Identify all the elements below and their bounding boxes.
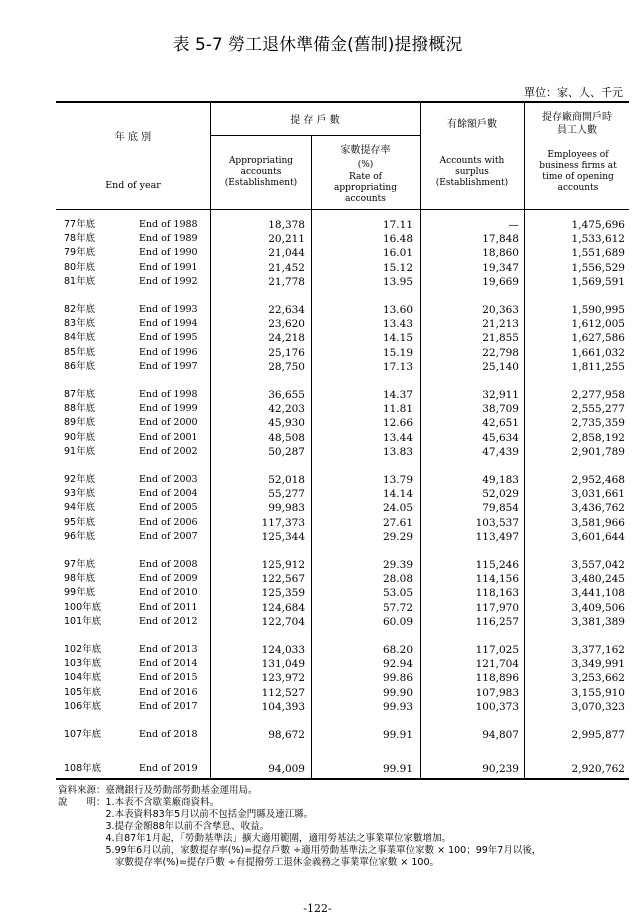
row-accounts: 122,567: [261, 573, 305, 586]
row-surplus: 19,347: [482, 261, 519, 274]
row-accounts: 21,044: [268, 247, 305, 260]
row-year-en: End of 2007: [139, 530, 198, 542]
row-rate: 24.05: [382, 502, 413, 515]
row-employees: 1,590,995: [571, 304, 625, 316]
header-surplus-zh: 有餘額戶數: [447, 119, 497, 130]
row-year-zh: 97年底: [64, 559, 96, 570]
row-rate: 14.15: [382, 332, 413, 345]
row-accounts: 36,655: [268, 389, 305, 401]
row-rate: 13.60: [382, 304, 413, 316]
note-source: 資料來源：臺灣銀行及勞動部勞動基金運用局。: [58, 785, 258, 796]
row-employees: 3,377,162: [571, 644, 625, 656]
table-row: [0, 360, 635, 374]
row-employees: 3,070,323: [571, 700, 625, 713]
row-year-zh: 100年底: [64, 601, 102, 613]
row-year-zh: 89年底: [64, 417, 96, 429]
row-accounts: 125,359: [261, 587, 305, 600]
row-year-en: End of 1991: [139, 261, 198, 273]
table-bottom-rule: [56, 778, 629, 780]
header-provide-zh: 提 存 戶 數: [290, 115, 340, 126]
row-surplus: 21,213: [482, 318, 519, 331]
row-employees: 3,480,245: [571, 573, 625, 586]
note-1: 說 明：1.本表不含歇業廠商資料。: [58, 797, 220, 808]
row-year-zh: 80年底: [64, 261, 96, 273]
note-5: 5.99年6月以前，家數提存率(%)=提存戶數 ÷適用勞動基準法之事業單位家數 × 100；99年7月以後，: [58, 845, 542, 856]
row-year-en: End of 2019: [139, 763, 198, 775]
row-year-en: End of 1993: [139, 304, 198, 315]
row-accounts: 117,373: [261, 516, 305, 529]
row-rate: 29.39: [382, 559, 413, 571]
row-year-zh: 82年底: [64, 304, 96, 315]
row-year-en: End of 2002: [139, 445, 198, 457]
row-year-zh: 84年底: [64, 332, 96, 344]
table-row: [0, 388, 635, 402]
header-bottom-rule: [56, 209, 629, 210]
row-employees: 3,253,662: [571, 672, 625, 685]
row-employees: 3,581,966: [571, 516, 625, 529]
row-year-zh: 95年底: [64, 516, 96, 528]
header-rate-pct: (%): [357, 160, 374, 170]
note-3: 3.提存金額88年以前不含孳息、收益。: [58, 821, 270, 832]
table-row: [0, 530, 635, 544]
note-2: 2.本表資料83年5月以前不包括金門縣及連江縣。: [58, 809, 314, 820]
row-year-en: End of 2016: [139, 686, 198, 698]
row-year-zh: 94年底: [64, 502, 96, 514]
row-accounts: 55,277: [268, 488, 305, 501]
row-year-en: End of 2018: [139, 729, 198, 740]
row-accounts: 122,704: [261, 615, 305, 628]
row-employees: 2,920,762: [571, 763, 625, 776]
row-accounts: 125,912: [261, 559, 305, 571]
row-surplus: —: [508, 219, 519, 231]
row-year-zh: 86年底: [64, 360, 96, 372]
row-year-zh: 91年底: [64, 445, 96, 457]
row-year-zh: 81年底: [64, 275, 96, 287]
row-accounts: 21,452: [268, 261, 305, 274]
row-year-en: End of 2005: [139, 502, 198, 514]
row-surplus: 79,854: [482, 502, 519, 515]
row-employees: 2,858,192: [571, 431, 625, 444]
row-accounts: 124,033: [261, 644, 305, 656]
header-year-zh: 年 底 別: [114, 132, 152, 143]
row-surplus: 32,911: [482, 389, 519, 401]
row-year-zh: 93年底: [64, 488, 96, 500]
table-row: [0, 615, 635, 629]
row-employees: 3,155,910: [571, 686, 625, 699]
table-row: [0, 402, 635, 416]
row-employees: 3,381,389: [571, 615, 625, 628]
row-year-en: End of 2006: [139, 516, 198, 528]
row-surplus: 90,239: [482, 763, 519, 776]
row-accounts: 22,634: [268, 304, 305, 316]
header-emp-zh: 提存廠商開戶時員工人數: [542, 112, 612, 136]
row-accounts: 131,049: [261, 658, 305, 671]
row-employees: 2,952,468: [571, 474, 625, 486]
row-rate: 13.44: [382, 431, 413, 444]
row-employees: 3,436,762: [571, 502, 625, 515]
row-year-en: End of 2003: [139, 474, 198, 485]
table-row: [0, 671, 635, 685]
table-row: [0, 275, 635, 289]
row-employees: 1,475,696: [571, 219, 625, 231]
row-year-zh: 99年底: [64, 587, 96, 599]
header-rate-zh: 家數提存率: [340, 145, 391, 156]
table-top-rule: [56, 101, 629, 103]
row-year-en: End of 2015: [139, 672, 198, 684]
row-rate: 68.20: [382, 644, 413, 656]
row-surplus: 115,246: [475, 559, 519, 571]
table-row: [0, 700, 635, 714]
row-year-zh: 77年底: [64, 219, 96, 230]
table-title: 表 5-7 勞工退休準備金(舊制)提撥概況: [172, 35, 463, 55]
row-surplus: 42,651: [482, 417, 519, 430]
row-accounts: 123,972: [261, 672, 305, 685]
row-employees: 2,901,789: [571, 445, 625, 458]
table-row: [0, 601, 635, 615]
row-employees: 3,349,991: [571, 658, 625, 671]
table-row: [0, 558, 635, 572]
unit-label: 單位：家、人、千元: [524, 86, 623, 99]
row-year-en: End of 2010: [139, 587, 198, 599]
row-accounts: 48,508: [268, 431, 305, 444]
row-employees: 1,556,529: [571, 261, 625, 274]
row-rate: 14.37: [382, 389, 413, 401]
row-year-en: End of 2012: [139, 615, 198, 627]
row-employees: 1,627,586: [571, 332, 625, 345]
row-rate: 11.81: [382, 403, 413, 416]
row-rate: 92.94: [382, 658, 413, 671]
header-accounts-en: Appropriating accounts (Establishment): [224, 156, 298, 188]
note-4: 4.自87年1月起，「勞動基準法」擴大適用範圍，適用勞基法之事業單位家數增加。: [58, 833, 451, 844]
table-row: [0, 657, 635, 671]
table-row: [0, 232, 635, 246]
row-rate: 27.61: [382, 516, 413, 529]
row-surplus: 107,983: [475, 686, 519, 699]
row-employees: 3,409,506: [571, 601, 625, 614]
row-rate: 15.19: [382, 346, 413, 359]
row-rate: 99.91: [382, 763, 413, 776]
row-year-en: End of 2013: [139, 644, 198, 655]
row-accounts: 21,778: [268, 275, 305, 288]
note-5-cont: 家數提存率(%)=提存戶數 ÷有提撥勞工退休金義務之事業單位家數 × 100。: [58, 857, 440, 868]
row-year-zh: 108年底: [64, 763, 102, 775]
row-rate: 13.83: [382, 445, 413, 458]
table-row: [0, 487, 635, 501]
provide-group-rule: [210, 135, 420, 136]
row-year-en: End of 1996: [139, 346, 198, 358]
row-employees: 3,557,042: [571, 559, 625, 571]
row-surplus: 21,855: [482, 332, 519, 345]
row-surplus: 118,896: [475, 672, 519, 685]
row-accounts: 28,750: [268, 360, 305, 373]
row-surplus: 113,497: [475, 530, 519, 543]
row-rate: 17.13: [382, 360, 413, 373]
row-surplus: 18,860: [482, 247, 519, 260]
row-surplus: 19,669: [482, 275, 519, 288]
header-rate-en: Rate of appropriating accounts: [334, 172, 397, 204]
row-surplus: 17,848: [482, 233, 519, 246]
row-employees: 1,811,255: [571, 360, 625, 373]
row-accounts: 23,620: [268, 318, 305, 331]
row-surplus: 94,807: [482, 729, 519, 741]
row-employees: 2,555,277: [571, 403, 625, 416]
row-surplus: 114,156: [475, 573, 519, 586]
table-row: [0, 586, 635, 600]
row-accounts: 124,684: [261, 601, 305, 614]
row-year-zh: 102年底: [64, 644, 102, 655]
table-row: [0, 728, 635, 742]
row-employees: 2,995,877: [571, 729, 625, 741]
row-accounts: 98,672: [268, 729, 305, 741]
row-year-en: End of 2008: [139, 559, 198, 570]
row-surplus: 116,257: [475, 615, 519, 628]
table-row: [0, 473, 635, 487]
row-surplus: 117,025: [475, 644, 519, 656]
row-employees: 2,277,958: [571, 389, 625, 401]
row-rate: 15.12: [382, 261, 413, 274]
row-surplus: 121,704: [475, 658, 519, 671]
row-surplus: 49,183: [482, 474, 519, 486]
row-year-en: End of 2009: [139, 573, 198, 585]
row-year-zh: 103年底: [64, 658, 102, 670]
row-rate: 28.08: [382, 573, 413, 586]
row-year-zh: 87年底: [64, 389, 96, 400]
row-employees: 1,569,591: [571, 275, 625, 288]
row-employees: 1,612,005: [571, 318, 625, 331]
row-rate: 13.95: [382, 275, 413, 288]
row-year-zh: 85年底: [64, 346, 96, 358]
row-year-en: End of 1989: [139, 233, 198, 245]
row-accounts: 45,930: [268, 417, 305, 430]
header-surplus-en: Accounts with surplus (Establishment): [435, 156, 509, 188]
table-row: [0, 261, 635, 275]
row-accounts: 125,344: [261, 530, 305, 543]
row-year-zh: 88年底: [64, 403, 96, 415]
row-employees: 3,601,644: [571, 530, 625, 543]
table-row: [0, 416, 635, 430]
row-year-en: End of 1994: [139, 318, 198, 330]
row-year-zh: 92年底: [64, 474, 96, 485]
row-rate: 13.43: [382, 318, 413, 331]
table-row: [0, 686, 635, 700]
row-accounts: 104,393: [261, 700, 305, 713]
row-surplus: 20,363: [482, 304, 519, 316]
row-year-en: End of 1988: [139, 219, 198, 230]
row-rate: 16.48: [382, 233, 413, 246]
row-accounts: 24,218: [268, 332, 305, 345]
row-employees: 1,551,689: [571, 247, 625, 260]
table-row: [0, 501, 635, 515]
row-year-en: End of 1999: [139, 403, 198, 415]
row-employees: 1,533,612: [571, 233, 625, 246]
row-year-en: End of 1995: [139, 332, 198, 344]
row-accounts: 20,211: [268, 233, 305, 246]
table-row: [0, 431, 635, 445]
row-year-en: End of 2004: [139, 488, 198, 500]
row-accounts: 94,009: [268, 763, 305, 776]
row-year-zh: 90年底: [64, 431, 96, 443]
row-rate: 99.93: [382, 700, 413, 713]
row-year-en: End of 2001: [139, 431, 198, 443]
table-row: [0, 516, 635, 530]
row-year-en: End of 1998: [139, 389, 198, 400]
row-year-zh: 101年底: [64, 615, 102, 627]
row-year-zh: 98年底: [64, 573, 96, 585]
row-accounts: 112,527: [261, 686, 305, 699]
row-year-en: End of 1992: [139, 275, 198, 287]
row-year-en: End of 1997: [139, 360, 198, 372]
row-surplus: 25,140: [482, 360, 519, 373]
notes: [58, 785, 541, 869]
row-surplus: 45,634: [482, 431, 519, 444]
page-number: -122-: [303, 902, 332, 915]
table-row: [0, 218, 635, 232]
row-rate: 17.11: [382, 219, 413, 231]
row-rate: 57.72: [382, 601, 413, 614]
row-surplus: 22,798: [482, 346, 519, 359]
row-surplus: 117,970: [475, 601, 519, 614]
row-rate: 99.86: [382, 672, 413, 685]
row-rate: 13.79: [382, 474, 413, 486]
table-row: [0, 303, 635, 317]
row-surplus: 118,163: [475, 587, 519, 600]
row-surplus: 52,029: [482, 488, 519, 501]
row-rate: 99.91: [382, 729, 413, 741]
table-row: [0, 317, 635, 331]
row-year-zh: 78年底: [64, 233, 96, 245]
row-year-en: End of 2017: [139, 700, 198, 712]
row-rate: 12.66: [382, 417, 413, 430]
row-employees: 1,661,032: [571, 346, 625, 359]
row-rate: 53.05: [382, 587, 413, 600]
row-rate: 60.09: [382, 615, 413, 628]
row-accounts: 99,983: [268, 502, 305, 515]
row-year-en: End of 1990: [139, 247, 198, 259]
row-surplus: 47,439: [482, 445, 519, 458]
table-row: [0, 246, 635, 260]
row-surplus: 103,537: [475, 516, 519, 529]
table-row: [0, 331, 635, 345]
row-year-zh: 105年底: [64, 686, 102, 698]
row-accounts: 18,378: [268, 219, 305, 231]
header-emp-en: Employees of business firms at time of opening accounts: [539, 150, 617, 193]
row-year-zh: 104年底: [64, 672, 102, 684]
table-row: [0, 643, 635, 657]
table-row: [0, 346, 635, 360]
header-year-en: End of year: [105, 180, 161, 191]
row-year-zh: 106年底: [64, 700, 102, 712]
row-year-en: End of 2014: [139, 658, 198, 670]
row-rate: 14.14: [382, 488, 413, 501]
row-accounts: 42,203: [268, 403, 305, 416]
table-row: [0, 572, 635, 586]
row-accounts: 52,018: [268, 474, 305, 486]
row-rate: 29.29: [382, 530, 413, 543]
row-accounts: 25,176: [268, 346, 305, 359]
table-row: [0, 762, 635, 776]
row-year-zh: 83年底: [64, 318, 96, 330]
row-year-zh: 107年底: [64, 729, 102, 740]
row-year-zh: 96年底: [64, 530, 96, 542]
row-year-zh: 79年底: [64, 247, 96, 259]
row-employees: 3,031,661: [571, 488, 625, 501]
row-year-en: End of 2000: [139, 417, 198, 429]
row-rate: 99.90: [382, 686, 413, 699]
row-surplus: 100,373: [475, 700, 519, 713]
row-surplus: 38,709: [482, 403, 519, 416]
row-employees: 3,441,108: [571, 587, 625, 600]
table-row: [0, 445, 635, 459]
row-rate: 16.01: [382, 247, 413, 260]
row-employees: 2,735,359: [571, 417, 625, 430]
row-year-en: End of 2011: [139, 601, 198, 613]
row-accounts: 50,287: [268, 445, 305, 458]
